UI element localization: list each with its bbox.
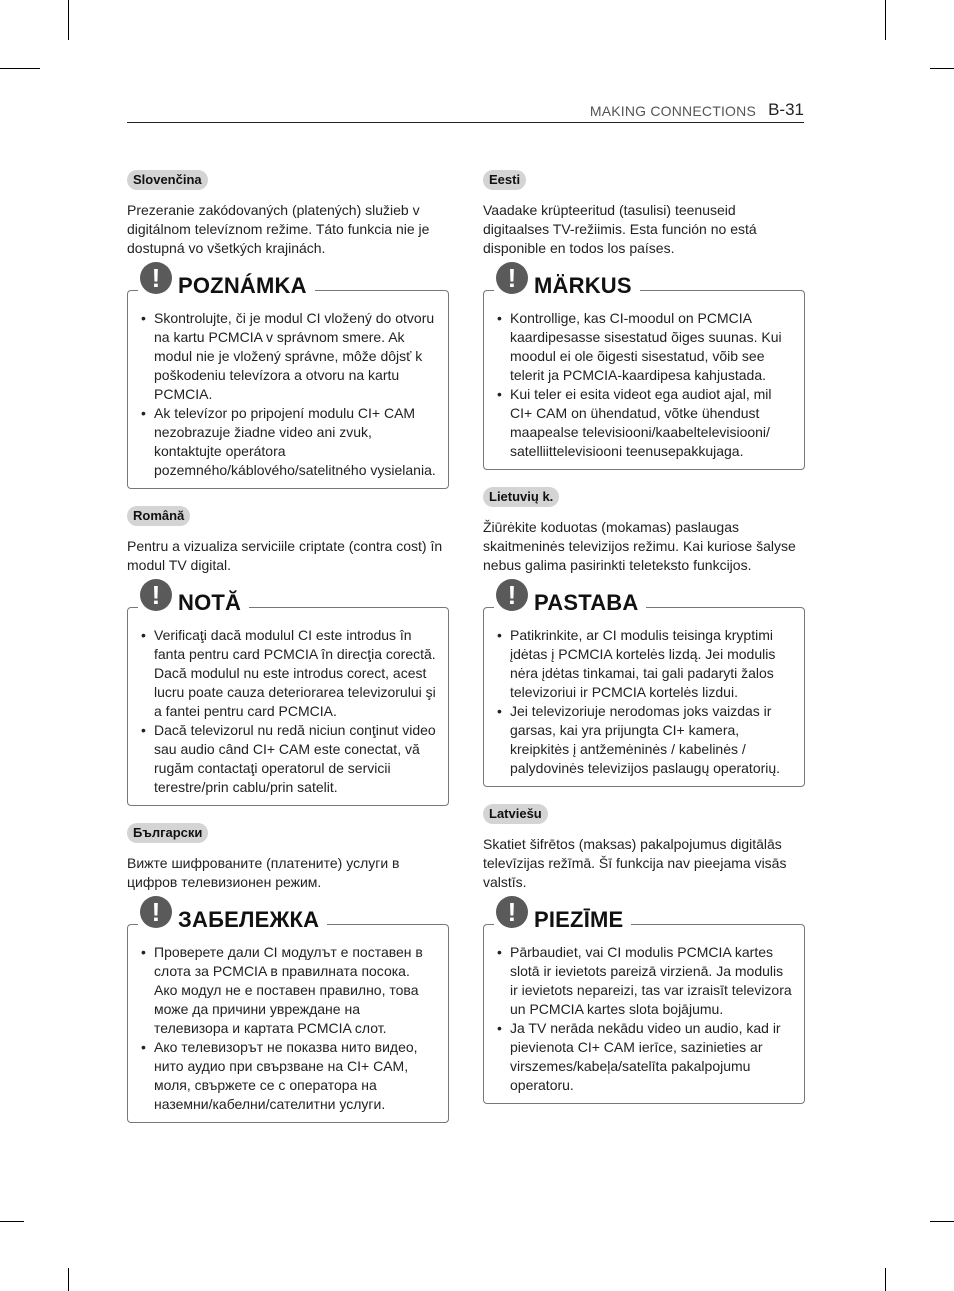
note-item: • Ако телевизорът не показва нито видео, нито аудио при свързване на CI+ CAM, моля, свържете се с оператора на наземни/кабелни/сателитни услуги.: [138, 1038, 436, 1114]
exclamation-icon: !: [496, 896, 528, 928]
note-box: [127, 580, 449, 806]
note-item: • Dacă televizorul nu redă niciun conţinut video sau audio când CI+ CAM este conectat, vă rugăm contactaţi operatorul de servicii terestre/prin cablu/prin satelit.: [138, 721, 436, 797]
note-item: • Verificaţi dacă modulul CI este introdus în fanta pentru card PCMCIA în direcţia corectă. Dacă modulul nu este introdus corect, acest lucru poate cauza deteriorarea televizorului şi a fantei pentru card PCMCIA.: [138, 626, 436, 721]
exclamation-icon: !: [496, 579, 528, 611]
exclamation-icon: !: [140, 262, 172, 294]
note-item: • Skontrolujte, či je modul CI vložený do otvoru na kartu PCMCIA v správnom smere. Ak modul nie je vložený správne, môže dôjsť k poškodeniu televízora a otvoru na kartu PCMCIA.: [138, 309, 436, 404]
note-header: [494, 897, 631, 937]
language-section-bulgarian: [127, 823, 449, 1123]
intro-text: Skatiet šifrētos (maksas) pakalpojumus digitālās televīzijas režīmā. Šī funkcija nav pieejama visās valstīs.: [483, 836, 787, 890]
note-item: • Ak televízor po pripojení modulu CI+ CAM nezobrazuje žiadne video ani zvuk, kontaktujte operátora pozemného/káblového/satelitného vysielania.: [138, 404, 436, 480]
right-column: [483, 170, 805, 1104]
note-title: NOTĂ: [178, 590, 242, 615]
note-header: [494, 263, 640, 303]
crop-mark: [68, 1268, 69, 1291]
note-list: [138, 309, 436, 480]
note-list: [494, 943, 792, 1095]
intro-text: Вижте шифрованите (платените) услуги в цифров телевизионен режим.: [127, 855, 400, 890]
note-item: • Patikrinkite, ar CI modulis teisinga kryptimi įdėtas į PCMCIA kortelės lizdą. Jei modulis nėra įdėtas tinkamai, tai gali padaryti žalos televizoriui ir PCMCIA kortelės lizdui.: [494, 626, 792, 702]
language-tag: Eesti: [483, 170, 526, 190]
language-tag: Lietuvių k.: [483, 487, 559, 507]
note-item: • Проверете дали CI модулът е поставен в слота за PCMCIA в правилната посока. Ако модул не е поставен правилно, това може да причини увреждане на телевизора и картата PCMCIA слот.: [138, 943, 436, 1038]
crop-mark: [0, 68, 40, 69]
crop-mark: [0, 1221, 24, 1222]
language-section-latvian: [483, 804, 805, 1104]
note-title: MÄRKUS: [534, 273, 632, 298]
section-title: MAKING CONNECTIONS: [589, 103, 756, 119]
note-item: • Kontrollige, kas CI-moodul on PCMCIA kaardipesasse sisestatud õiges suunas. Kui moodul ei ole õigesti sisestatud, võib see telerit ja PCMCIA-kaardipesa kahjustada.: [494, 309, 792, 385]
note-box: [127, 897, 449, 1123]
exclamation-icon: !: [496, 262, 528, 294]
intro-text: Žiūrėkite koduotas (mokamas) paslaugas skaitmeninės televizijos režimu. Kai kuriose šalyse nebus galima pasirinkti teleteksto funkcijos.: [483, 519, 796, 573]
note-list: [494, 309, 792, 461]
language-section-slovak: [127, 170, 449, 489]
note-box: [483, 263, 805, 470]
exclamation-icon: !: [140, 896, 172, 928]
page-number: B-31: [768, 100, 804, 119]
note-item: • Pārbaudiet, vai CI modulis PCMCIA kartes slotā ir ievietots pareizā virzienā. Ja modulis ir ievietots nepareizi, tas var izraisīt televizora un PCMCIA kartes slota bojājumu.: [494, 943, 792, 1019]
intro-text: Prezeranie zakódovaných (platených) služieb v digitálnom televíznom režime. Táto funkcia nie je dostupná vo všetkých krajinách.: [127, 202, 430, 256]
language-tag: Български: [127, 823, 208, 843]
note-list: [138, 626, 436, 797]
crop-mark: [885, 0, 886, 40]
language-tag: Română: [127, 506, 190, 526]
note-list: [494, 626, 792, 778]
page-header: [127, 98, 804, 123]
crop-mark: [930, 68, 954, 69]
note-header: [494, 580, 646, 620]
left-column: [127, 170, 449, 1123]
note-title: PIEZĪME: [534, 907, 624, 932]
note-title: ЗАБЕЛЕЖКА: [178, 907, 320, 932]
intro-text: Pentru a vizualiza serviciile criptate (contra cost) în modul TV digital.: [127, 538, 443, 573]
note-box: [127, 263, 449, 489]
crop-mark: [68, 0, 69, 40]
crop-mark: [930, 1221, 954, 1222]
note-title: PASTABA: [534, 590, 639, 615]
language-tag: Slovenčina: [127, 170, 208, 190]
note-item: • Ja TV nerāda nekādu video un audio, kad ir pievienota CI+ CAM ierīce, sazinieties ar virszemes/kabeļa/satelīta pakalpojumu operatoru.: [494, 1019, 792, 1095]
note-item: • Kui teler ei esita videot ega audiot ajal, mil CI+ CAM on ühendatud, võtke ühendust maapealse televisiooni/kaabeltelevisiooni/ satelliittelevisiooni teenusepakkujaga.: [494, 385, 792, 461]
note-box: [483, 897, 805, 1104]
language-tag: Latviešu: [483, 804, 548, 824]
exclamation-icon: !: [140, 579, 172, 611]
intro-text: Vaadake krüpteeritud (tasulisi) teenuseid digitaalses TV-režiimis. Esta función no está disponible en todos los países.: [483, 202, 757, 256]
note-header: [138, 897, 327, 937]
note-header: [138, 580, 249, 620]
note-item: • Jei televizoriuje nerodomas joks vaizdas ir garsas, kai yra prijungta CI+ kamera, kreipkitės į antžemėninės / kabelinės / palydovinės televizijos paslaugų operatorių.: [494, 702, 792, 778]
language-section-lithuanian: [483, 487, 805, 787]
note-title: POZNÁMKA: [178, 273, 307, 298]
language-section-estonian: [483, 170, 805, 470]
crop-mark: [885, 1268, 886, 1291]
language-section-romanian: [127, 506, 449, 806]
note-box: [483, 580, 805, 787]
note-header: [138, 263, 315, 303]
note-list: [138, 943, 436, 1114]
